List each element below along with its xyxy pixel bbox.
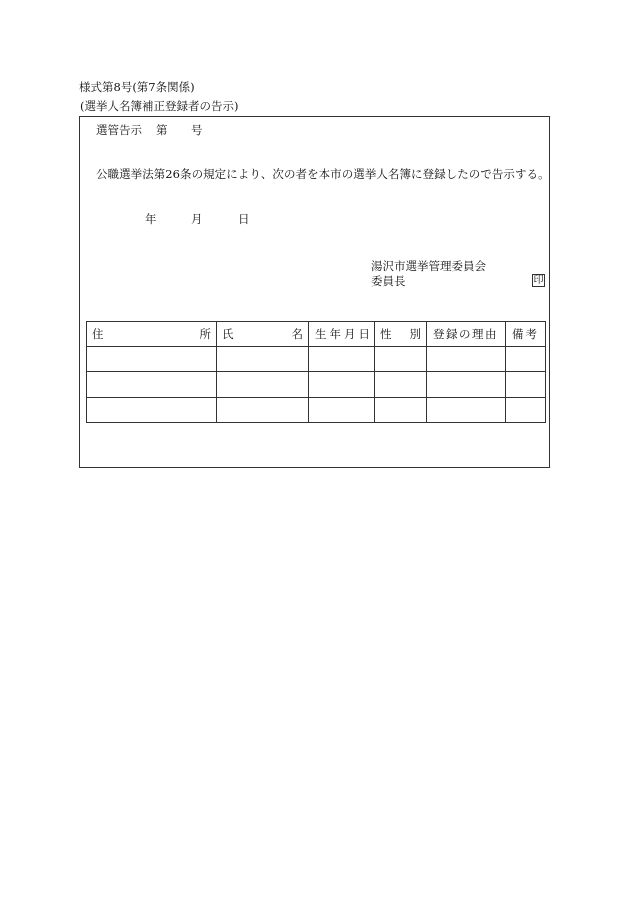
registry-table [86,321,546,423]
header-sex-char-2: 別 [409,327,421,341]
cell-reason[interactable] [427,347,506,372]
header-birthdate-label: 生年月日 [315,327,373,341]
form-title: 様式第8号(第7条関係) [79,80,195,94]
committee-name: 湯沢市選挙管理委員会 [371,259,486,273]
cell-birthdate[interactable] [309,347,375,372]
cell-reason[interactable] [427,397,506,422]
cell-birthdate[interactable] [309,372,375,397]
header-sex-char-1: 性 [380,327,392,341]
seal-icon: 印 [533,275,544,286]
cell-address[interactable] [87,372,217,397]
header-reason-label: 登録の理由 [433,327,498,341]
cell-name[interactable] [217,347,309,372]
header-address-char-2: 所 [199,327,211,341]
notice-number-suffix: 号 [191,123,203,137]
cell-birthdate[interactable] [309,397,375,422]
date-year-label: 年 [145,212,157,226]
date-day-label: 日 [238,212,250,226]
date-month-label: 月 [191,212,203,226]
header-remarks-label: 備考 [512,327,539,341]
cell-remarks[interactable] [506,397,546,422]
header-birthdate [309,322,375,347]
notice-number-prefix: 第 [156,123,168,137]
table-row [87,397,546,422]
header-name-char-2: 名 [291,327,303,341]
header-address [87,322,217,347]
notice-number-label: 選管告示 [96,123,142,137]
header-name-char-1: 氏 [222,327,234,341]
table-row [87,372,546,397]
table-header-row [87,322,546,347]
cell-address[interactable] [87,397,217,422]
cell-reason[interactable] [427,372,506,397]
cell-address[interactable] [87,347,217,372]
chairman-title: 委員長 [371,274,406,288]
cell-sex[interactable] [375,397,427,422]
cell-name[interactable] [217,372,309,397]
table-row [87,347,546,372]
header-reason [427,322,506,347]
notice-body-text: 公職選挙法第26条の規定により、次の者を本市の選挙人名簿に登録したので告示する。 [96,167,550,181]
header-name [217,322,309,347]
header-remarks [506,322,546,347]
header-sex [375,322,427,347]
cell-name[interactable] [217,397,309,422]
cell-sex[interactable] [375,372,427,397]
form-subtitle: (選挙人名簿補正登録者の告示) [80,99,239,113]
header-address-char-1: 住 [92,327,104,341]
cell-remarks[interactable] [506,347,546,372]
cell-sex[interactable] [375,347,427,372]
cell-remarks[interactable] [506,372,546,397]
